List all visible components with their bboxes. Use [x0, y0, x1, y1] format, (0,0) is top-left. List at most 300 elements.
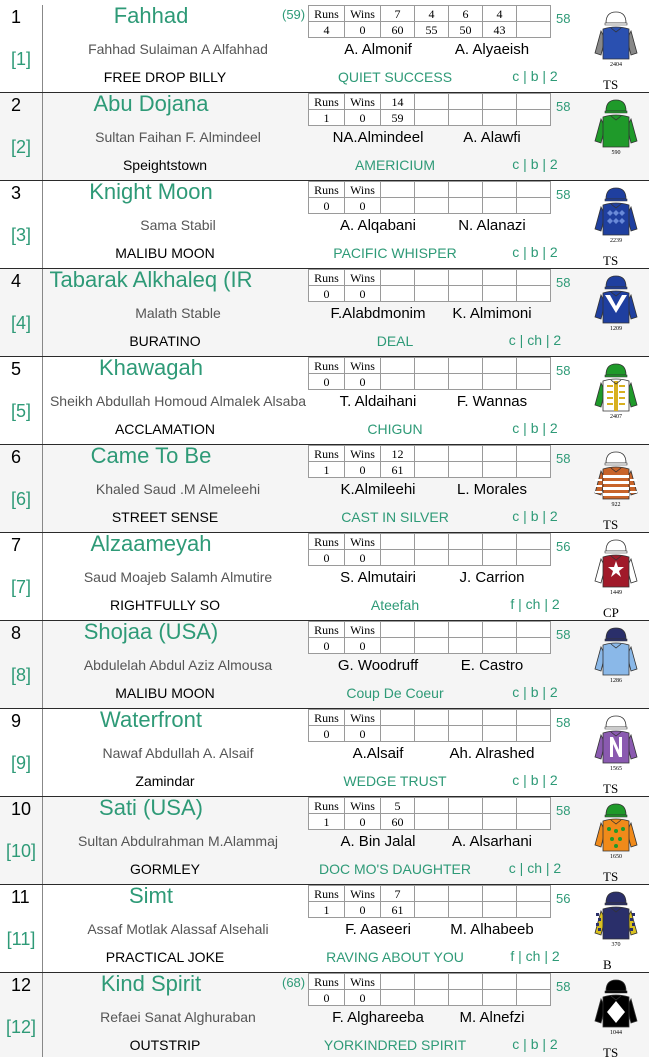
stats-value-cell [517, 990, 551, 1006]
jockey-silks-icon [592, 801, 640, 861]
stats-header-cell: Wins [345, 6, 381, 22]
horse-name[interactable]: Fahhad [113, 3, 189, 28]
form-stats-table [308, 269, 551, 302]
stats-value-cell [381, 726, 415, 742]
owner-name: Saud Moajeb Salamh Almutire [83, 569, 273, 585]
sire-name: MALIBU MOON [115, 245, 215, 261]
runner-list [0, 5, 649, 1057]
horse-name[interactable]: Waterfront [100, 707, 202, 732]
stats-value-cell [483, 286, 517, 302]
stats-header-cell [449, 182, 483, 198]
stats-header-cell: Wins [345, 94, 381, 110]
stats-header-cell [517, 534, 551, 550]
horse-rating: (68) [282, 975, 306, 990]
stats-value-cell: 4 [309, 22, 345, 38]
stats-value-cell [381, 990, 415, 1006]
horse-sex-color-age: c | ch | 2 [508, 332, 562, 348]
stats-value-cell: 50 [449, 22, 483, 38]
sire-name: Speightstown [122, 157, 208, 173]
stats-values-row [309, 814, 551, 830]
jockey-name[interactable]: F.Alabdmonim [330, 305, 426, 322]
jockey-silks-icon [592, 625, 640, 685]
stats-header-cell [483, 270, 517, 286]
stats-header-cell: Runs [309, 358, 345, 374]
runner-row[interactable] [0, 445, 649, 533]
stats-value-cell: 0 [345, 374, 381, 390]
stats-value-cell [517, 814, 551, 830]
jockey-name[interactable]: F. Aaseeri [345, 921, 411, 938]
stats-header-cell [483, 358, 517, 374]
horse-name[interactable]: Tabarak Alkhaleq (IR [49, 267, 253, 292]
runner-row[interactable] [0, 797, 649, 885]
stats-header-cell [415, 270, 449, 286]
carried-weight: 58 [556, 99, 571, 114]
stats-value-cell [415, 286, 449, 302]
stats-header-cell: Wins [345, 798, 381, 814]
jockey-name[interactable]: A.Alsaif [352, 745, 404, 762]
column-divider [42, 269, 43, 356]
stats-header-row [309, 446, 551, 462]
dam-name: CHIGUN [367, 421, 423, 437]
jockey-silks-icon [592, 273, 640, 333]
trainer-name[interactable]: A. Alawfi [463, 129, 521, 146]
horse-name[interactable]: Alzaameyah [90, 531, 212, 556]
draw-number: [9] [10, 753, 31, 773]
stats-header-cell: 4 [415, 6, 449, 22]
jockey-silks-icon [592, 97, 640, 157]
owner-name: Sama Stabil [140, 217, 216, 233]
stats-header-cell [381, 534, 415, 550]
stats-header-cell: Wins [345, 974, 381, 990]
stats-header-cell [381, 182, 415, 198]
stats-value-cell [483, 990, 517, 1006]
stats-header-row [309, 534, 551, 550]
carried-weight: 58 [556, 627, 571, 642]
carried-weight: 58 [556, 451, 571, 466]
stats-value-cell: 59 [381, 110, 415, 126]
stats-header-cell [381, 358, 415, 374]
stats-value-cell: 1 [309, 902, 345, 918]
stats-header-row [309, 886, 551, 902]
trainer-name[interactable]: A. Alyaeish [454, 41, 530, 58]
jockey-silks-icon [592, 977, 640, 1037]
form-stats-table [308, 533, 551, 566]
stats-value-cell: 43 [483, 22, 517, 38]
horse-rating: (59) [282, 7, 306, 22]
jockey-silks-icon [592, 9, 640, 69]
stats-value-cell [449, 902, 483, 918]
stats-value-cell [483, 374, 517, 390]
sire-name: GORMLEY [129, 861, 200, 877]
form-stats-table [308, 93, 551, 126]
trainer-code: TS [603, 781, 619, 796]
stats-value-cell [517, 462, 551, 478]
sire-name: ACCLAMATION [114, 421, 216, 437]
column-divider [42, 709, 43, 796]
trainer-code: CP [603, 605, 619, 620]
stats-values-row [309, 374, 551, 390]
carried-weight: 56 [556, 539, 571, 554]
stats-values-row [309, 902, 551, 918]
stats-value-cell [449, 374, 483, 390]
stats-value-cell [517, 110, 551, 126]
stats-header-cell [483, 94, 517, 110]
carried-weight: 58 [556, 11, 571, 26]
stats-header-cell [449, 270, 483, 286]
dam-name: Ateefah [370, 597, 420, 613]
horse-sex-color-age: c | ch | 2 [508, 860, 562, 876]
column-divider [42, 885, 43, 972]
horse-name[interactable]: Knight Moon [89, 179, 213, 204]
draw-number: [2] [10, 137, 31, 157]
stats-value-cell: 60 [381, 814, 415, 830]
runner-row[interactable] [0, 885, 649, 973]
stats-values-row [309, 110, 551, 126]
horse-name[interactable]: Came To Be [90, 443, 212, 468]
saddle-number: 11 [11, 887, 30, 907]
stats-values-row [309, 726, 551, 742]
stats-value-cell [381, 550, 415, 566]
horse-sex-color-age: c | b | 2 [512, 508, 558, 524]
horse-sex-color-age: c | b | 2 [512, 772, 558, 788]
dam-name: WEDGE TRUST [343, 773, 447, 789]
jockey-silks-icon [592, 713, 640, 773]
stats-value-cell [517, 286, 551, 302]
stats-header-cell [449, 358, 483, 374]
stats-header-cell: Wins [345, 710, 381, 726]
draw-number: [10] [5, 841, 37, 861]
trainer-name[interactable]: F. Wannas [456, 393, 528, 410]
saddle-number: 6 [11, 447, 22, 467]
column-divider [42, 621, 43, 708]
stats-header-cell: Runs [309, 94, 345, 110]
stats-header-cell: Runs [309, 974, 345, 990]
svg-text:1209: 1209 [610, 326, 622, 332]
trainer-name[interactable]: L. Morales [456, 481, 528, 498]
column-divider [42, 533, 43, 620]
stats-header-cell [381, 622, 415, 638]
jockey-name[interactable]: G. Woodruff [337, 657, 419, 674]
owner-name: Sultan Abdulrahman M.Alammaj [78, 833, 278, 849]
stats-header-cell [483, 974, 517, 990]
trainer-name[interactable]: E. Castro [460, 657, 524, 674]
stats-header-cell [415, 886, 449, 902]
horse-sex-color-age: c | b | 2 [512, 244, 558, 260]
saddle-number: 7 [11, 535, 22, 555]
stats-header-cell [449, 886, 483, 902]
stats-value-cell: 0 [309, 990, 345, 1006]
stats-header-cell [415, 446, 449, 462]
trainer-name[interactable]: J. Carrion [459, 569, 525, 586]
jockey-name[interactable]: A. Bin Jalal [340, 833, 416, 850]
stats-value-cell [415, 374, 449, 390]
stats-header-row [309, 6, 551, 22]
stats-header-cell [483, 710, 517, 726]
horse-sex-color-age: f | ch | 2 [510, 948, 560, 964]
trainer-code: TS [603, 1045, 619, 1057]
stats-value-cell: 0 [345, 990, 381, 1006]
stats-header-cell: Runs [309, 798, 345, 814]
svg-text:1449: 1449 [610, 590, 622, 596]
svg-text:590: 590 [611, 150, 621, 156]
stats-header-cell [415, 534, 449, 550]
stats-header-cell [483, 182, 517, 198]
horse-name[interactable]: Sati (USA) [99, 795, 203, 820]
horse-name[interactable]: Abu Dojana [93, 91, 209, 116]
stats-value-cell: 0 [345, 814, 381, 830]
column-divider [42, 445, 43, 532]
stats-header-cell [449, 710, 483, 726]
stats-header-cell [415, 974, 449, 990]
stats-value-cell: 0 [309, 286, 345, 302]
sire-name: STREET SENSE [111, 509, 219, 525]
stats-header-cell [517, 182, 551, 198]
stats-header-cell [381, 710, 415, 726]
runner-row[interactable] [0, 93, 649, 181]
stats-header-cell: 6 [449, 6, 483, 22]
jockey-name[interactable]: K.Almileehi [340, 481, 416, 498]
stats-header-cell [415, 94, 449, 110]
stats-value-cell: 0 [345, 286, 381, 302]
stats-value-cell [483, 726, 517, 742]
stats-header-cell: 7 [381, 886, 415, 902]
dam-name: PACIFIC WHISPER [333, 245, 457, 261]
horse-name[interactable]: Simt [129, 883, 173, 908]
svg-text:2407: 2407 [610, 414, 622, 420]
jockey-name[interactable]: F. Alghareeba [332, 1009, 424, 1026]
stats-value-cell: 61 [381, 462, 415, 478]
stats-value-cell [449, 550, 483, 566]
draw-number: [8] [10, 665, 31, 685]
trainer-name[interactable]: M. Alhabeeb [450, 921, 534, 938]
column-divider [42, 973, 43, 1057]
column-divider [42, 5, 43, 92]
dam-name: QUIET SUCCESS [337, 69, 453, 85]
stats-header-cell [517, 974, 551, 990]
stats-value-cell: 0 [345, 638, 381, 654]
carried-weight: 58 [556, 275, 571, 290]
stats-value-cell [449, 110, 483, 126]
stats-value-cell [449, 814, 483, 830]
runner-row[interactable] [0, 709, 649, 797]
stats-header-cell [517, 886, 551, 902]
jockey-name[interactable]: S. Almutairi [340, 569, 416, 586]
stats-header-cell: Runs [309, 886, 345, 902]
dam-name: CAST IN SILVER [341, 509, 449, 525]
stats-header-cell [415, 358, 449, 374]
trainer-name[interactable]: M. Alnefzi [459, 1009, 525, 1026]
stats-header-row [309, 710, 551, 726]
stats-header-cell [517, 94, 551, 110]
stats-header-cell [449, 622, 483, 638]
stats-header-cell [517, 6, 551, 22]
column-divider [42, 93, 43, 180]
horse-name[interactable]: Shojaa (USA) [83, 619, 219, 644]
horse-sex-color-age: c | b | 2 [512, 684, 558, 700]
form-stats-table [308, 797, 551, 830]
stats-header-cell [381, 270, 415, 286]
stats-value-cell: 0 [345, 22, 381, 38]
runner-row[interactable] [0, 269, 649, 357]
stats-header-cell: Wins [345, 446, 381, 462]
runner-row[interactable] [0, 181, 649, 269]
horse-sex-color-age: c | b | 2 [512, 1036, 558, 1052]
stats-value-cell [517, 902, 551, 918]
stats-value-cell: 61 [381, 902, 415, 918]
stats-header-cell: Runs [309, 622, 345, 638]
stats-value-cell: 1 [309, 462, 345, 478]
runner-row[interactable] [0, 621, 649, 709]
stats-values-row [309, 22, 551, 38]
stats-header-cell [483, 886, 517, 902]
sire-name: OUTSTRIP [129, 1037, 201, 1053]
runner-row[interactable] [0, 357, 649, 445]
stats-value-cell [415, 726, 449, 742]
carried-weight: 56 [556, 891, 571, 906]
jockey-name[interactable]: A. Alqabani [340, 217, 416, 234]
stats-value-cell [415, 902, 449, 918]
saddle-number: 2 [11, 95, 22, 115]
stats-value-cell [415, 638, 449, 654]
trainer-code: TS [603, 517, 619, 532]
trainer-code: TS [603, 869, 619, 884]
stats-header-cell [415, 798, 449, 814]
horse-sex-color-age: c | b | 2 [512, 68, 558, 84]
stats-header-row [309, 182, 551, 198]
jockey-name[interactable]: A. Almonif [344, 41, 412, 58]
stats-value-cell [517, 726, 551, 742]
sire-name: PRACTICAL JOKE [105, 949, 225, 965]
stats-header-cell [415, 710, 449, 726]
form-stats-table [308, 357, 551, 390]
stats-header-row [309, 358, 551, 374]
form-stats-table [308, 621, 551, 654]
horse-name[interactable]: Khawagah [99, 355, 203, 380]
stats-value-cell [483, 638, 517, 654]
trainer-code: TS [603, 253, 619, 268]
stats-value-cell: 0 [345, 726, 381, 742]
jockey-silks-icon [592, 361, 640, 421]
stats-header-cell: Wins [345, 534, 381, 550]
stats-values-row [309, 286, 551, 302]
stats-header-cell [517, 446, 551, 462]
stats-header-row [309, 270, 551, 286]
form-stats-table [308, 709, 551, 742]
draw-number: [11] [6, 929, 36, 949]
stats-value-cell: 0 [345, 110, 381, 126]
saddle-number: 9 [11, 711, 22, 731]
jockey-silks-icon [592, 537, 640, 597]
saddle-number: 3 [11, 183, 22, 203]
stats-value-cell [415, 462, 449, 478]
stats-value-cell: 55 [415, 22, 449, 38]
horse-name[interactable]: Kind Spirit [100, 971, 202, 996]
column-divider [42, 181, 43, 268]
stats-value-cell [483, 550, 517, 566]
svg-text:2239: 2239 [610, 238, 622, 244]
sire-name: RIGHTFULLY SO [110, 597, 220, 613]
saddle-number: 8 [11, 623, 22, 643]
stats-value-cell [483, 902, 517, 918]
jockey-name[interactable]: T. Aldaihani [339, 393, 417, 410]
stats-header-cell [483, 534, 517, 550]
stats-header-cell [517, 622, 551, 638]
stats-value-cell [449, 462, 483, 478]
carried-weight: 58 [556, 363, 571, 378]
sire-name: BURATINO [129, 333, 201, 349]
stats-value-cell: 0 [345, 198, 381, 214]
stats-header-cell: 12 [381, 446, 415, 462]
stats-header-cell [415, 182, 449, 198]
draw-number: [7] [10, 577, 31, 597]
stats-value-cell [517, 198, 551, 214]
stats-header-cell: Runs [309, 182, 345, 198]
owner-name: Khaled Saud .M Almeleehi [95, 481, 261, 497]
svg-text:1286: 1286 [610, 678, 622, 684]
stats-value-cell [381, 198, 415, 214]
dam-name: YORKINDRED SPIRIT [323, 1037, 467, 1053]
stats-value-cell [449, 286, 483, 302]
svg-text:370: 370 [611, 942, 621, 948]
runner-row[interactable] [0, 533, 649, 621]
stats-header-cell: Wins [345, 622, 381, 638]
trainer-name[interactable]: Ah. Alrashed [449, 745, 535, 762]
owner-name: Fahhad Sulaiman A Alfahhad [88, 41, 268, 57]
trainer-name[interactable]: A. Alsarhani [451, 833, 533, 850]
column-divider [42, 357, 43, 444]
stats-values-row [309, 638, 551, 654]
stats-value-cell [415, 198, 449, 214]
stats-value-cell [381, 286, 415, 302]
stats-header-cell [517, 270, 551, 286]
svg-text:1650: 1650 [610, 854, 622, 860]
dam-name: RAVING ABOUT YOU [326, 949, 464, 965]
form-stats-table [308, 181, 551, 214]
stats-header-cell: Wins [345, 886, 381, 902]
stats-value-cell [483, 462, 517, 478]
stats-header-cell [381, 974, 415, 990]
owner-name: Malath Stable [135, 305, 221, 321]
jockey-silks-icon [592, 889, 640, 949]
saddle-number: 10 [11, 799, 32, 819]
stats-value-cell: 1 [309, 814, 345, 830]
stats-header-cell: Wins [345, 182, 381, 198]
owner-name: Assaf Motlak Alassaf Alsehali [87, 921, 269, 937]
trainer-name[interactable]: K. Almimoni [452, 305, 532, 322]
stats-header-cell: Runs [309, 6, 345, 22]
draw-number: [12] [5, 1017, 37, 1037]
trainer-name[interactable]: N. Alanazi [458, 217, 526, 234]
column-divider [42, 797, 43, 884]
stats-value-cell [517, 638, 551, 654]
stats-header-cell [449, 974, 483, 990]
form-stats-table [308, 445, 551, 478]
stats-value-cell: 0 [345, 462, 381, 478]
owner-name: Abdulelah Abdul Aziz Almousa [83, 657, 273, 673]
stats-value-cell: 0 [309, 374, 345, 390]
draw-number: [4] [10, 313, 31, 333]
saddle-number: 5 [11, 359, 22, 379]
jockey-name[interactable]: NA.Almindeel [332, 129, 424, 146]
dam-name: DEAL [376, 333, 414, 349]
stats-header-cell [449, 798, 483, 814]
runner-row[interactable] [0, 5, 649, 93]
draw-number: [1] [10, 49, 31, 69]
stats-value-cell [415, 814, 449, 830]
svg-text:922: 922 [611, 502, 621, 508]
runner-row[interactable] [0, 973, 649, 1057]
stats-header-cell: Runs [309, 710, 345, 726]
